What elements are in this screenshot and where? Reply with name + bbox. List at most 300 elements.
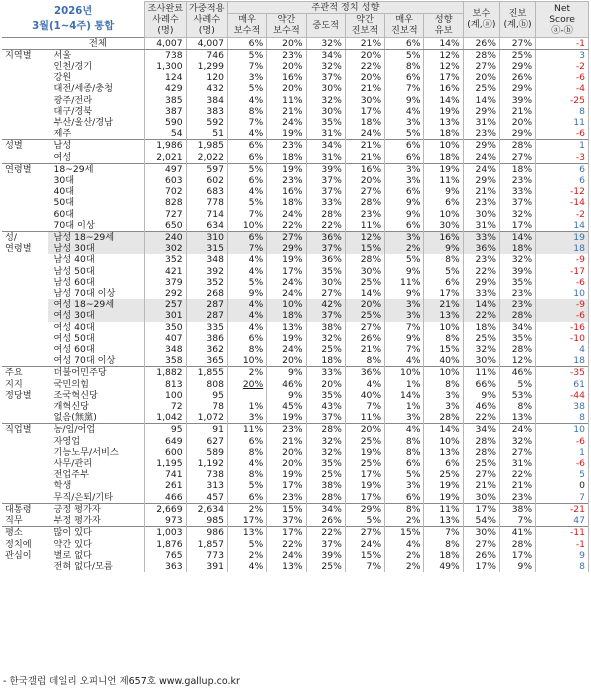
header-text: (계,ⓑ) bbox=[503, 19, 532, 31]
percent-cell: 22% bbox=[306, 220, 345, 232]
table-row bbox=[2, 175, 589, 186]
poll-table bbox=[2, 1, 589, 572]
row-label: 없음(無黨) bbox=[53, 412, 97, 424]
net-score-cell: -6 bbox=[536, 436, 589, 447]
percent-cell: 4% bbox=[227, 254, 266, 265]
net-score-cell: 6 bbox=[536, 175, 589, 186]
net-score-cell: -44 bbox=[536, 390, 589, 401]
percent-cell: 34% bbox=[306, 503, 345, 515]
progressive-total-cell: 37% bbox=[499, 197, 535, 208]
percent-cell: 17% bbox=[345, 469, 384, 480]
percent-cell: 30% bbox=[306, 277, 345, 288]
conservative-total-cell: 25% bbox=[463, 458, 499, 469]
percent-cell: 37% bbox=[306, 310, 345, 321]
percent-cell: 5% bbox=[227, 539, 266, 550]
percent-cell: 37% bbox=[306, 186, 345, 197]
conservative-total-cell: 22% bbox=[463, 412, 499, 424]
percent-cell: 15% bbox=[385, 527, 424, 539]
percent-cell: 16% bbox=[424, 232, 463, 244]
conservative-total-cell: 21% bbox=[463, 186, 499, 197]
net-score-cell: 8 bbox=[536, 106, 589, 117]
percent-cell: 7% bbox=[227, 117, 266, 128]
table-row bbox=[2, 152, 589, 164]
percent-cell: 22% bbox=[345, 61, 384, 72]
percent-cell: 3% bbox=[385, 310, 424, 321]
conservative-total-cell: 31% bbox=[463, 220, 499, 232]
header-text: 사례수 bbox=[152, 13, 179, 25]
row-label: 학생 bbox=[53, 480, 72, 492]
percent-cell: 20% bbox=[267, 458, 306, 469]
progressive-total-cell: 35% bbox=[499, 333, 535, 344]
percent-cell: 6% bbox=[385, 186, 424, 197]
percent-cell: 33% bbox=[306, 197, 345, 208]
percent-cell: 11% bbox=[424, 503, 463, 515]
progressive-total-cell: 32% bbox=[499, 209, 535, 220]
conservative-total-cell: 24% bbox=[463, 163, 499, 175]
percent-cell: 32% bbox=[306, 436, 345, 447]
percent-cell: 26% bbox=[345, 333, 384, 344]
percent-cell: 42% bbox=[306, 299, 345, 310]
table-row bbox=[2, 355, 589, 367]
net-score-cell: -12 bbox=[536, 186, 589, 197]
percent-cell: 37% bbox=[267, 515, 306, 527]
table-row bbox=[2, 72, 589, 83]
unweighted-n-cell: 765 bbox=[145, 550, 186, 561]
percent-cell: 33% bbox=[306, 367, 345, 379]
table-row bbox=[2, 106, 589, 117]
percent-cell: 29% bbox=[267, 243, 306, 254]
percent-cell: 15% bbox=[345, 243, 384, 254]
unweighted-n-cell: 421 bbox=[145, 266, 186, 277]
table-row bbox=[2, 527, 589, 539]
row-label: 부정 평가자 bbox=[53, 515, 101, 527]
percent-cell: 13% bbox=[424, 447, 463, 458]
percent-cell: 8% bbox=[385, 61, 424, 72]
percent-cell: 14% bbox=[385, 390, 424, 401]
percent-cell: 6% bbox=[424, 458, 463, 469]
progressive-total-cell: 24% bbox=[499, 424, 535, 436]
category-label-line: 성/ bbox=[5, 232, 17, 244]
percent-cell: 31% bbox=[306, 152, 345, 164]
percent-cell: 38% bbox=[306, 322, 345, 333]
unweighted-n-cell: 350 bbox=[145, 322, 186, 333]
percent-cell: 13% bbox=[267, 322, 306, 333]
percent-cell: 34% bbox=[306, 140, 345, 152]
net-score-cell: 38 bbox=[536, 401, 589, 412]
category-label-line: 성별 bbox=[5, 140, 23, 152]
percent-cell: 23% bbox=[267, 49, 306, 61]
percent-cell: 3% bbox=[227, 72, 266, 83]
conservative-total-cell: 25% bbox=[463, 333, 499, 344]
table-row bbox=[2, 480, 589, 491]
unweighted-n-cell: 301 bbox=[145, 310, 186, 321]
unweighted-n-cell: 1,986 bbox=[145, 140, 186, 152]
progressive-total-cell: 23% bbox=[499, 299, 535, 310]
unweighted-n-cell: 1,003 bbox=[145, 527, 186, 539]
percent-cell: 13% bbox=[424, 310, 463, 321]
row-label: 대전/세종/충청 bbox=[53, 83, 113, 95]
progressive-total-cell: 32% bbox=[499, 436, 535, 447]
progressive-total-cell: 7% bbox=[499, 515, 535, 527]
table-row bbox=[2, 232, 589, 244]
percent-cell: 16% bbox=[424, 83, 463, 94]
percent-cell: 6% bbox=[227, 175, 266, 186]
percent-cell: 3% bbox=[385, 163, 424, 175]
unweighted-n-cell: 1,195 bbox=[145, 458, 186, 469]
unweighted-n-cell: 603 bbox=[145, 175, 186, 186]
unweighted-n-cell: 54 bbox=[145, 128, 186, 140]
percent-cell: 39% bbox=[306, 550, 345, 561]
percent-cell: 23% bbox=[267, 140, 306, 152]
category-label-line: 연령별 bbox=[5, 163, 32, 175]
row-label: 남성 18~29세 bbox=[48, 232, 145, 244]
percent-cell: 5% bbox=[227, 163, 266, 175]
net-score-cell: 0 bbox=[536, 480, 589, 491]
percent-cell: 30% bbox=[306, 83, 345, 94]
progressive-total-cell: 27% bbox=[499, 447, 535, 458]
unweighted-n-cell: 2,021 bbox=[145, 152, 186, 164]
table-row bbox=[2, 503, 589, 515]
percent-cell: 4% bbox=[385, 539, 424, 550]
progressive-total-cell: 28% bbox=[499, 140, 535, 152]
weighted-n-cell: 268 bbox=[186, 288, 227, 299]
conservative-total-cell: 46% bbox=[463, 401, 499, 412]
percent-cell: 24% bbox=[267, 288, 306, 299]
conservative-total-cell: 31% bbox=[463, 117, 499, 128]
conservative-total-cell: 30% bbox=[463, 209, 499, 220]
category-label bbox=[2, 424, 48, 503]
unweighted-n-cell: 590 bbox=[145, 117, 186, 128]
category-label bbox=[2, 503, 48, 526]
percent-cell: 4% bbox=[227, 322, 266, 333]
conservative-total-cell: 27% bbox=[463, 61, 499, 72]
unweighted-n-cell: 1,876 bbox=[145, 539, 186, 550]
net-score-cell: 18 bbox=[536, 243, 589, 254]
percent-cell: 23% bbox=[267, 492, 306, 504]
row-label: 더불어민주당 bbox=[48, 367, 145, 379]
percent-cell: 18% bbox=[424, 152, 463, 164]
row-label: 자영업 bbox=[53, 435, 81, 447]
progressive-total-cell: 35% bbox=[499, 277, 535, 288]
percent-cell: 13% bbox=[424, 515, 463, 527]
percent-cell: 20% bbox=[267, 447, 306, 458]
percent-cell: 28% bbox=[424, 412, 463, 424]
row-label: 남성 60대 bbox=[53, 276, 95, 288]
percent-cell: 19% bbox=[424, 106, 463, 117]
scale-header-cell: 진보적 bbox=[345, 25, 384, 37]
row-label: 약간 있다 bbox=[53, 538, 92, 550]
table-row bbox=[2, 458, 589, 469]
unweighted-n-cell: 257 bbox=[145, 299, 186, 310]
percent-cell: 7% bbox=[424, 527, 463, 539]
percent-cell: 21% bbox=[345, 37, 384, 49]
percent-cell: 24% bbox=[345, 128, 384, 140]
row-label: 많이 있다 bbox=[48, 527, 145, 539]
progressive-total-cell: 17% bbox=[499, 220, 535, 232]
percent-cell: 5% bbox=[345, 515, 384, 527]
percent-cell: 6% bbox=[385, 152, 424, 164]
progressive-total-cell: 41% bbox=[499, 527, 535, 539]
percent-cell: 14% bbox=[345, 288, 384, 299]
percent-cell: 35% bbox=[306, 117, 345, 128]
table-row bbox=[2, 390, 589, 401]
progressive-total-cell: 17% bbox=[499, 550, 535, 561]
percent-cell: 23% bbox=[345, 209, 384, 220]
weighted-n-cell: 627 bbox=[186, 436, 227, 447]
weighted-n-cell: 362 bbox=[186, 344, 227, 355]
percent-cell: 4% bbox=[227, 186, 266, 197]
conservative-total-cell: 27% bbox=[463, 539, 499, 550]
table-row bbox=[2, 49, 589, 61]
percent-cell: 1% bbox=[227, 401, 266, 412]
unweighted-n-cell: 358 bbox=[145, 355, 186, 367]
conservative-total-cell: 26% bbox=[463, 37, 499, 49]
percent-cell: 19% bbox=[424, 492, 463, 504]
percent-cell: 17% bbox=[345, 106, 384, 117]
unweighted-n-cell: 828 bbox=[145, 197, 186, 208]
header-text: 가중적용 bbox=[189, 2, 225, 14]
scale-header-cell: 매우 bbox=[227, 14, 266, 26]
row-label: 70대 이상 bbox=[53, 219, 95, 231]
unweighted-n-cell: 2,669 bbox=[145, 503, 186, 515]
percent-cell: 28% bbox=[306, 492, 345, 504]
table-row bbox=[2, 379, 589, 390]
progressive-total-cell: 34% bbox=[499, 322, 535, 333]
conservative-total-cell: 14% bbox=[463, 95, 499, 106]
unweighted-n-cell: 387 bbox=[145, 106, 186, 117]
percent-cell: 11% bbox=[424, 175, 463, 186]
weighted-n-cell: 4,007 bbox=[186, 37, 227, 49]
row-label: 여성 70대 이상 bbox=[53, 355, 116, 367]
table-body bbox=[2, 37, 589, 572]
unweighted-n-cell: 741 bbox=[145, 469, 186, 480]
percent-cell: 6% bbox=[227, 37, 266, 49]
percent-cell: 9% bbox=[267, 390, 306, 401]
net-score-cell: -25 bbox=[536, 95, 589, 106]
net-score-cell: -3 bbox=[536, 152, 589, 164]
percent-cell: 20% bbox=[267, 61, 306, 72]
percent-cell: 19% bbox=[267, 333, 306, 344]
percent-cell: 10% bbox=[267, 299, 306, 310]
percent-cell: 20% bbox=[306, 379, 345, 390]
unweighted-n-cell: 124 bbox=[145, 72, 186, 83]
percent-cell: 29% bbox=[345, 503, 384, 515]
percent-cell: 17% bbox=[227, 515, 266, 527]
conservative-total-cell: 33% bbox=[463, 232, 499, 244]
percent-cell: 9% bbox=[424, 186, 463, 197]
table-row bbox=[2, 299, 589, 310]
header-text: 조사완료 bbox=[147, 2, 184, 14]
net-score-cell: 19 bbox=[536, 232, 589, 244]
percent-cell: 28% bbox=[345, 197, 384, 208]
percent-cell: 3% bbox=[385, 299, 424, 310]
net-score-cell: -9 bbox=[536, 254, 589, 265]
weighted-n-cell: 1,299 bbox=[186, 61, 227, 72]
table-row bbox=[2, 436, 589, 447]
percent-cell: 32% bbox=[306, 333, 345, 344]
category-label bbox=[2, 49, 48, 140]
percent-cell: 4% bbox=[227, 95, 266, 106]
percent-cell: 12% bbox=[345, 232, 384, 244]
row-label: 별로 없다 bbox=[53, 549, 92, 561]
percent-cell: 16% bbox=[267, 186, 306, 197]
percent-cell: 19% bbox=[267, 254, 306, 265]
progressive-total-cell: 13% bbox=[499, 412, 535, 424]
percent-cell: 25% bbox=[424, 469, 463, 480]
progressive-total-cell: 5% bbox=[499, 379, 535, 390]
percent-cell: 24% bbox=[267, 277, 306, 288]
unweighted-n-cell: 600 bbox=[145, 447, 186, 458]
percent-cell: 21% bbox=[345, 140, 384, 152]
table-header bbox=[2, 2, 589, 38]
unweighted-n-cell: 650 bbox=[145, 220, 186, 232]
percent-cell: 37% bbox=[306, 539, 345, 550]
progressive-total-cell: 29% bbox=[499, 83, 535, 94]
progressive-total-cell: 39% bbox=[499, 95, 535, 106]
header-net-score bbox=[536, 2, 589, 38]
table-row bbox=[2, 61, 589, 72]
unweighted-n-cell: 292 bbox=[145, 288, 186, 299]
conservative-total-cell: 22% bbox=[463, 310, 499, 321]
net-score-cell: 5 bbox=[536, 469, 589, 480]
header-text: Net bbox=[553, 2, 571, 14]
percent-cell: 20% bbox=[345, 72, 384, 83]
percent-cell: 19% bbox=[345, 447, 384, 458]
weighted-n-cell: 78 bbox=[186, 401, 227, 412]
conservative-total-cell: 21% bbox=[463, 480, 499, 491]
percent-cell: 25% bbox=[306, 561, 345, 572]
weighted-n-cell: 808 bbox=[186, 379, 227, 390]
row-label: 조국혁신당 bbox=[53, 389, 98, 401]
percent-cell: 10% bbox=[424, 322, 463, 333]
unweighted-n-cell: 348 bbox=[145, 344, 186, 355]
percent-cell: 7% bbox=[385, 83, 424, 94]
unweighted-n-cell: 429 bbox=[145, 83, 186, 94]
percent-cell: 22% bbox=[267, 220, 306, 232]
progressive-total-cell: 23% bbox=[499, 492, 535, 504]
percent-cell: 21% bbox=[345, 152, 384, 164]
row-label: 18~29세 bbox=[48, 163, 145, 175]
percent-cell: 5% bbox=[385, 469, 424, 480]
conservative-total-cell: 26% bbox=[463, 550, 499, 561]
net-score-cell: 1 bbox=[536, 447, 589, 458]
title-line-2: 3월(1~4주) 통합 bbox=[32, 21, 115, 33]
percent-cell: 9% bbox=[385, 333, 424, 344]
category-label bbox=[2, 232, 48, 367]
weighted-n-cell: 602 bbox=[186, 175, 227, 186]
table-row bbox=[2, 37, 589, 49]
percent-cell: 18% bbox=[424, 128, 463, 140]
table-row bbox=[2, 561, 589, 572]
header-text: Score bbox=[549, 13, 575, 25]
row-label: 여성 60대 bbox=[53, 344, 95, 356]
percent-cell: 6% bbox=[227, 333, 266, 344]
percent-cell: 6% bbox=[385, 220, 424, 232]
row-label: 30대 bbox=[53, 175, 75, 186]
percent-cell: 7% bbox=[345, 561, 384, 572]
table-row bbox=[2, 322, 589, 333]
percent-cell: 5% bbox=[227, 83, 266, 94]
row-label: 여성 bbox=[53, 151, 72, 163]
weighted-n-cell: 1,192 bbox=[186, 458, 227, 469]
weighted-n-cell: 1,857 bbox=[186, 539, 227, 550]
percent-cell: 2% bbox=[385, 561, 424, 572]
percent-cell: 26% bbox=[306, 515, 345, 527]
percent-cell: 5% bbox=[227, 480, 266, 491]
row-label: 남성 70대 이상 bbox=[53, 288, 116, 300]
row-label: 전체 bbox=[48, 37, 145, 49]
percent-cell: 11% bbox=[227, 424, 266, 436]
header-group-label: 주관적 정치 성향 bbox=[227, 2, 463, 14]
weighted-n-cell: 91 bbox=[186, 424, 227, 436]
table-row bbox=[2, 539, 589, 550]
unweighted-n-cell: 261 bbox=[145, 480, 186, 491]
category-label-line: 직업별 bbox=[5, 424, 32, 436]
percent-cell: 3% bbox=[424, 390, 463, 401]
percent-cell: 40% bbox=[345, 390, 384, 401]
weighted-n-cell: 1,985 bbox=[186, 140, 227, 152]
percent-cell: 9% bbox=[227, 288, 266, 299]
percent-cell: 35% bbox=[306, 266, 345, 277]
progressive-total-cell: 39% bbox=[499, 266, 535, 277]
weighted-n-cell: 2,022 bbox=[186, 152, 227, 164]
percent-cell: 9% bbox=[267, 367, 306, 379]
weighted-n-cell: 352 bbox=[186, 277, 227, 288]
percent-cell: 5% bbox=[385, 49, 424, 61]
weighted-n-cell: 714 bbox=[186, 209, 227, 220]
source-footer: - 한국갤럽 데일리 오피니언 제657호 www.gallup.co.kr bbox=[3, 676, 240, 687]
table-row bbox=[2, 243, 589, 254]
percent-cell: 34% bbox=[306, 49, 345, 61]
row-label: 50대 bbox=[53, 197, 75, 209]
percent-cell: 11% bbox=[345, 412, 384, 424]
scale-header-cell: 약간 bbox=[345, 14, 384, 26]
net-score-cell: -17 bbox=[536, 266, 589, 277]
percent-cell: 6% bbox=[385, 458, 424, 469]
percent-cell: 17% bbox=[424, 288, 463, 299]
percent-cell: 25% bbox=[306, 344, 345, 355]
row-label: 인천/경기 bbox=[53, 60, 93, 72]
progressive-total-cell: 23% bbox=[499, 288, 535, 299]
net-score-cell: -2 bbox=[536, 209, 589, 220]
unweighted-n-cell: 1,882 bbox=[145, 367, 186, 379]
progressive-total-cell: 31% bbox=[499, 458, 535, 469]
net-score-cell: -6 bbox=[536, 72, 589, 83]
scale-header-cell: 매우 bbox=[385, 14, 424, 26]
conservative-total-cell: 29% bbox=[463, 277, 499, 288]
net-score-cell: -2 bbox=[536, 61, 589, 72]
percent-cell: 21% bbox=[345, 344, 384, 355]
progressive-total-cell: 9% bbox=[499, 561, 535, 572]
percent-cell: 7% bbox=[227, 61, 266, 72]
row-label: 여성 30대 bbox=[48, 310, 145, 321]
progressive-total-cell: 12% bbox=[499, 355, 535, 367]
progressive-total-cell: 46% bbox=[499, 367, 535, 379]
weighted-n-cell: 738 bbox=[186, 469, 227, 480]
percent-cell: 13% bbox=[424, 117, 463, 128]
weighted-n-cell: 383 bbox=[186, 106, 227, 117]
scale-header-cell: 약간 bbox=[267, 14, 306, 26]
progressive-total-cell: 22% bbox=[499, 469, 535, 480]
percent-cell: 9% bbox=[385, 95, 424, 106]
row-label: 부산/울산/경남 bbox=[53, 116, 113, 128]
percent-cell: 5% bbox=[385, 128, 424, 140]
percent-cell: 6% bbox=[385, 37, 424, 49]
percent-cell: 24% bbox=[345, 539, 384, 550]
net-score-cell: 9 bbox=[536, 550, 589, 561]
percent-cell: 4% bbox=[227, 310, 266, 321]
table-title bbox=[2, 2, 145, 38]
